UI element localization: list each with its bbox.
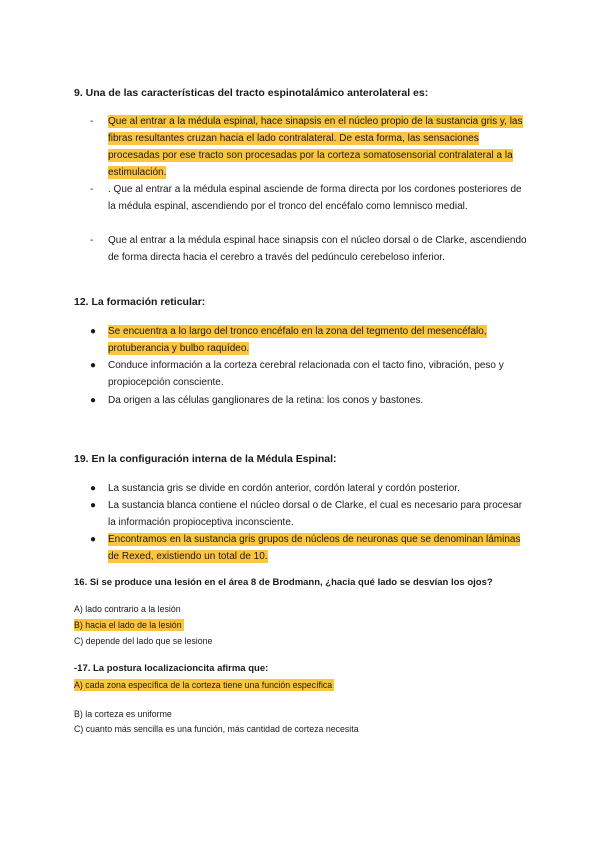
question-9-title: 9. Una de las características del tracto espinotalámico anterolateral es: [74,87,429,99]
q12-option-1 [90,323,530,357]
q12-option-2 [90,357,530,391]
dash-marker: - [90,184,94,195]
q9-option-2-text: . Que al entrar a la médula espinal asciende de forma directa por los cordones posteriores de la médula espinal, ascendiendo por el tronco del encéfalo como lemnisco medial. [108,184,522,212]
question-12-title: 12. La formación reticular: [74,296,206,308]
q12-option-3-text: Da origen a las células ganglionares de la retina: los conos y bastones. [108,395,424,406]
bullet-marker: ● [90,483,97,494]
question-19-title: 19. En la configuración interna de la Médula Espinal: [74,453,337,465]
dash-marker: - [90,235,94,246]
question-16-title: 16. Si se produce una lesión en el área 8 de Brodmann, ¿hacia qué lado se desvían los ojos? [74,577,493,588]
q17-option-a-text: A) cada zona específica de la corteza tiene una función específica [74,680,333,690]
q12-option-1-text: Se encuentra a lo largo del tronco encéfalo en la zona del tegmento del mesencéfalo, protuberancia y bulbo raquídeo. [108,326,487,354]
question-17-title: -17. La postura localizacioncita afirma que: [74,663,269,674]
q16-option-a: A) lado contrario a la lesión [74,604,181,614]
bullet-marker: ● [90,326,97,337]
q16-option-b [74,619,184,632]
q19-option-2 [90,497,530,531]
dash-marker: - [90,116,94,127]
bullet-marker: ● [90,395,97,406]
bullet-marker: ● [90,360,97,371]
q9-option-1-text: Que al entrar a la médula espinal, hace sinapsis en el núcleo propio de la sustancia gris y, las fibras resultantes cruzan hacia el lado contralateral. De esta forma, las sensaciones procesadas por ese tracto son procesadas por la corteza somatosensorial contralateral a la estimulación. [108,116,523,178]
q19-option-2-text: La sustancia blanca contiene el núcleo dorsal o de Clarke, el cual es necesario para procesar la información propioceptiva inconsciente. [108,500,523,528]
q16-option-c: C) depende del lado que se lesione [74,636,213,646]
q17-option-c: C) cuanto más sencilla es una función, más cantidad de corteza necesita [74,724,359,734]
q19-option-1-text: La sustancia gris se divide en cordón anterior, cordón lateral y cordón posterior. [108,483,460,494]
q9-option-3 [90,232,530,266]
q19-option-1 [90,480,530,497]
q12-option-3 [90,392,530,409]
bullet-marker: ● [90,500,97,511]
q16-option-b-text: B) hacia el lado de la lesión [74,620,182,630]
q17-option-a [74,679,334,692]
q9-option-1 [90,113,530,181]
q12-option-2-text: Conduce información a la corteza cerebral relacionada con el tacto fino, vibración, peso y propiocepción consciente. [108,360,504,388]
bullet-marker: ● [90,534,97,545]
q17-option-b: B) la corteza es uniforme [74,709,172,719]
q19-option-3-text: Encontramos en la sustancia gris grupos de núcleos de neuronas que se denominan láminas de Rexed, existiendo un total de 10. [108,534,521,562]
q19-option-3 [90,531,530,565]
q9-option-2 [90,181,530,215]
q9-option-3-text: Que al entrar a la médula espinal hace sinapsis con el núcleo dorsal o de Clarke, ascendiendo de forma directa hacia el cerebro a través del pedúnculo cerebeloso inferior. [108,235,527,263]
